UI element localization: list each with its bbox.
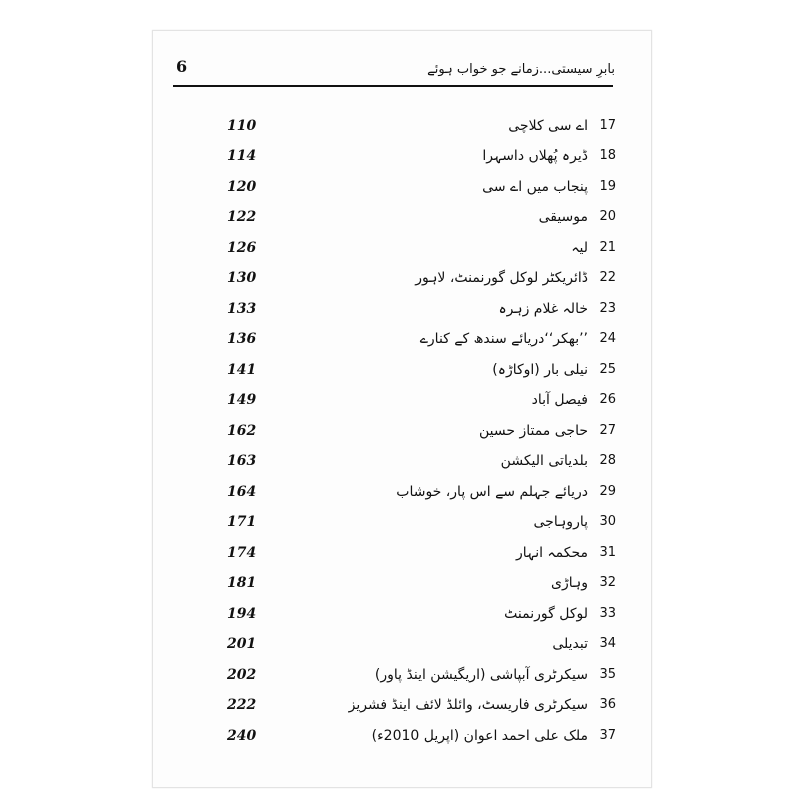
toc-entry-number: 31 (599, 545, 616, 560)
toc-entry-page: 181 (227, 575, 257, 591)
toc-entry-page: 174 (227, 545, 257, 561)
toc-entry-page: 126 (227, 240, 257, 256)
toc-entry-page: 240 (227, 728, 257, 744)
toc-entry (153, 388, 651, 412)
toc-entry-number: 22 (599, 270, 616, 285)
toc-entry (153, 602, 651, 626)
toc-entry-number: 23 (599, 301, 616, 316)
toc-entry (153, 632, 651, 656)
page-number: 6 (176, 57, 188, 76)
book-page (152, 30, 652, 788)
toc-entry-page: 133 (227, 301, 257, 317)
toc-entry-title: محکمہ انہار (515, 545, 588, 561)
toc-entry-number: 18 (599, 148, 616, 163)
header-rule (173, 85, 613, 87)
toc-entry (153, 480, 651, 504)
toc-entry-title: ’’بھکر‘‘دریائے سندھ کے کنارے (419, 331, 588, 347)
toc-entry-title: بلدیاتی الیکشن (500, 453, 588, 469)
toc-entry-page: 114 (227, 148, 257, 164)
toc-entry-title: ڈیرہ پُھلاں داسہرا (482, 148, 588, 164)
toc-entry-number: 19 (599, 179, 616, 194)
toc-entry-number: 36 (599, 697, 616, 712)
toc-entry-title: ملک علی احمد اعوان (اپریل 2010ء) (371, 728, 588, 744)
toc-entry-page: 120 (227, 179, 257, 195)
toc-entry-page: 164 (227, 484, 257, 500)
toc-entry-page: 162 (227, 423, 257, 439)
toc-entry (153, 266, 651, 290)
toc-entry (153, 510, 651, 534)
toc-entry-number: 37 (599, 728, 616, 743)
toc-entry (153, 571, 651, 595)
toc-entry (153, 144, 651, 168)
toc-entry (153, 449, 651, 473)
toc-entry-number: 28 (599, 453, 616, 468)
toc-entry-title: دریائے جہلم سے اس پار، خوشاب (396, 484, 588, 500)
toc-entry-title: فیصل آباد (531, 392, 588, 408)
toc-entry (153, 327, 651, 351)
toc-entry-title: ڈائریکٹر لوکل گورنمنٹ، لاہور (415, 270, 588, 286)
toc-entry-number: 27 (599, 423, 616, 438)
toc-entry (153, 693, 651, 717)
toc-entry-title: لیہ (571, 240, 588, 256)
toc-entry-title: تبدیلی (552, 636, 588, 652)
toc-entry-number: 26 (599, 392, 616, 407)
toc-entry-page: 202 (227, 667, 257, 683)
toc-entry-number: 25 (599, 362, 616, 377)
toc-entry-number: 21 (599, 240, 616, 255)
toc-entry-number: 29 (599, 484, 616, 499)
toc-entry-title: پاروہاجی (533, 514, 588, 530)
toc-entry-page: 222 (227, 697, 257, 713)
toc-entry-title: اے سی کلاچی (508, 118, 588, 134)
toc-entry-page: 136 (227, 331, 257, 347)
toc-entry (153, 724, 651, 748)
toc-entry-page: 201 (227, 636, 257, 652)
toc-entry-number: 33 (599, 606, 616, 621)
toc-entry-number: 20 (599, 209, 616, 224)
toc-entry-title: موسیقی (538, 209, 588, 225)
running-head: بابرِ سیستی...زمانے جو خواب ہوئے (427, 62, 615, 77)
toc-entry-page: 163 (227, 453, 257, 469)
toc-entry (153, 114, 651, 138)
toc-entry-number: 17 (599, 118, 616, 133)
toc-entry (153, 358, 651, 382)
toc-entry-number: 30 (599, 514, 616, 529)
toc-entry (153, 541, 651, 565)
toc-entry-page: 194 (227, 606, 257, 622)
toc-entry-page: 122 (227, 209, 257, 225)
toc-entry-number: 24 (599, 331, 616, 346)
toc-entry (153, 175, 651, 199)
toc-entry-page: 130 (227, 270, 257, 286)
toc-entry-number: 34 (599, 636, 616, 651)
toc-entry-title: سیکرٹری آبپاشی (اریگیشن اینڈ پاور) (374, 667, 588, 683)
toc-entry-number: 35 (599, 667, 616, 682)
toc-entry-page: 110 (227, 118, 257, 134)
toc-entry (153, 419, 651, 443)
toc-entry-title: پنجاب میں اے سی (482, 179, 588, 195)
toc-entry (153, 205, 651, 229)
toc-entry-title: نیلی بار (اوکاڑہ) (492, 362, 588, 378)
toc-entry-title: وہاڑی (551, 575, 588, 591)
toc-entry (153, 297, 651, 321)
toc-entry-title: لوکل گورنمنٹ (504, 606, 588, 622)
toc-entry (153, 236, 651, 260)
toc-entry-title: خالہ غلام زہرہ (498, 301, 588, 317)
toc-entry-page: 171 (227, 514, 257, 530)
toc-entry-number: 32 (599, 575, 616, 590)
page-header (153, 31, 651, 121)
toc-entry-page: 149 (227, 392, 257, 408)
toc-entry (153, 663, 651, 687)
toc-entry-title: حاجی ممتاز حسین (478, 423, 588, 439)
toc-entry-title: سیکرٹری فاریسٹ، وائلڈ لائف اینڈ فشریز (348, 697, 588, 713)
toc-entry-page: 141 (227, 362, 257, 378)
